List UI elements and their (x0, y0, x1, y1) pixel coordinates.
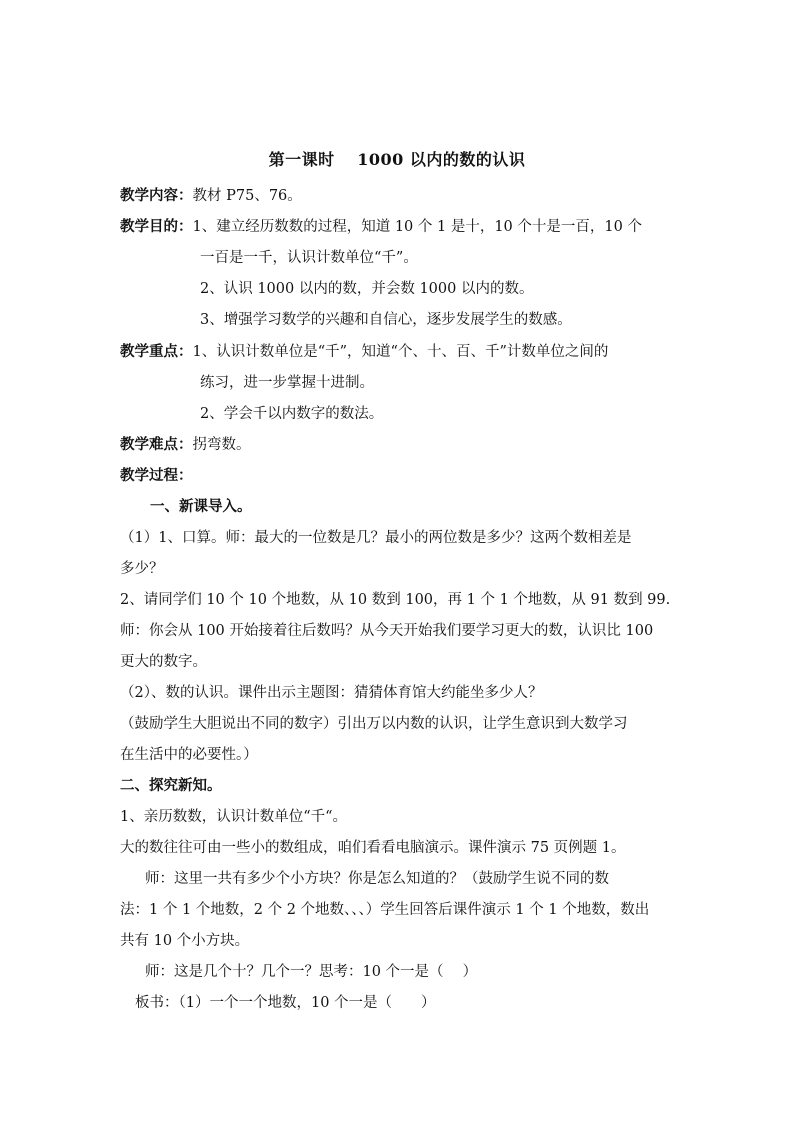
section-1-p3-line-2: （鼓励学生大胆说出不同的数字）引出万以内数的认识，让学生意识到大数学习 (120, 716, 628, 732)
section-2-line-6: 师：这是几个十？几个一？思考：10 个一是（ ） (145, 964, 478, 980)
objectives-line-1: 1、建立经历数数的过程，知道 10 个 1 是十，10 个十是一百，10 个 (192, 219, 642, 235)
section-1-p2-line-3: 更大的数字。 (120, 654, 207, 670)
section-2-line-4: 法：1 个 1 个地数，2 个 2 个地数、、、）学生回答后课件演示 1 个 1 个地数，数出 (120, 902, 650, 918)
process-label: 教学过程： (120, 467, 193, 484)
key-points-line-2: 练习，进一步掌握十进制。 (200, 375, 374, 391)
key-points-label: 教学重点： (120, 343, 193, 360)
teaching-content-label: 教学内容： (120, 187, 193, 204)
section-2-line-3: 师：这里一共有多少个小方块？你是怎么知道的？（鼓励学生说不同的数 (145, 871, 609, 887)
teaching-content-text: 教材 P75、76。 (192, 188, 302, 204)
section-2-line-5: 共有 10 个小方块。 (120, 933, 250, 949)
objectives-line-2: 一百是一千，认识计数单位“千”。 (200, 250, 418, 266)
section-1-p3-line-3: 在生活中的必要性。） (120, 747, 258, 763)
section-1-p2-line-2: 师：你会从 100 开始接着往后数吗？从今天开始我们要学习更大的数，认识比 100 (120, 623, 654, 639)
section-2-heading: 二、探究新知。 (120, 777, 222, 794)
objectives-line-4: 3、增强学习数学的兴趣和自信心，逐步发展学生的数感。 (200, 312, 572, 328)
key-points-line-1: 1、认识计数单位是“千”，知道“个、十、百、千”计数单位之间的 (192, 344, 609, 360)
section-1-heading: 一、新课导入。 (150, 498, 252, 515)
difficulty-text: 拐弯数。 (192, 437, 251, 453)
key-points-row-1 (120, 342, 608, 362)
objectives-row-1 (120, 217, 642, 237)
section-2-line-7: 板书：（1）一个一个地数，10 个一是（ ） (135, 995, 436, 1011)
section-2-line-2: 大的数往往可由一些小的数组成，咱们看看电脑演示。课件演示 75 页例题 1。 (120, 840, 626, 856)
objectives-line-3: 2、认识 1000 以内的数，并会数 1000 以内的数。 (200, 281, 534, 297)
difficulty-label: 教学难点： (120, 436, 193, 453)
section-1-p1-line-2: 多少？ (120, 561, 164, 577)
difficulty-row (120, 435, 251, 455)
objectives-label: 教学目的： (120, 218, 193, 235)
section-1-p3-line-1: （2）、数的认识。课件出示主题图：猜猜体育馆大约能坐多少人？ (120, 685, 543, 701)
section-1-p1-line-1: （1）1、口算。师：最大的一位数是几？最小的两位数是多少？这两个数相差是 (120, 530, 632, 546)
section-1-p2-line-1: 2、请同学们 10 个 10 个地数，从 10 数到 100，再 1 个 1 个地数，从 91 数到 99. (120, 592, 671, 608)
teaching-content-row (120, 186, 302, 206)
page-title: 第一课时 1000 以内的数的认识 (268, 150, 526, 169)
key-points-line-3: 2、学会千以内数字的数法。 (200, 406, 384, 422)
section-2-line-1: 1、亲历数数，认识计数单位“千“。 (120, 809, 348, 825)
